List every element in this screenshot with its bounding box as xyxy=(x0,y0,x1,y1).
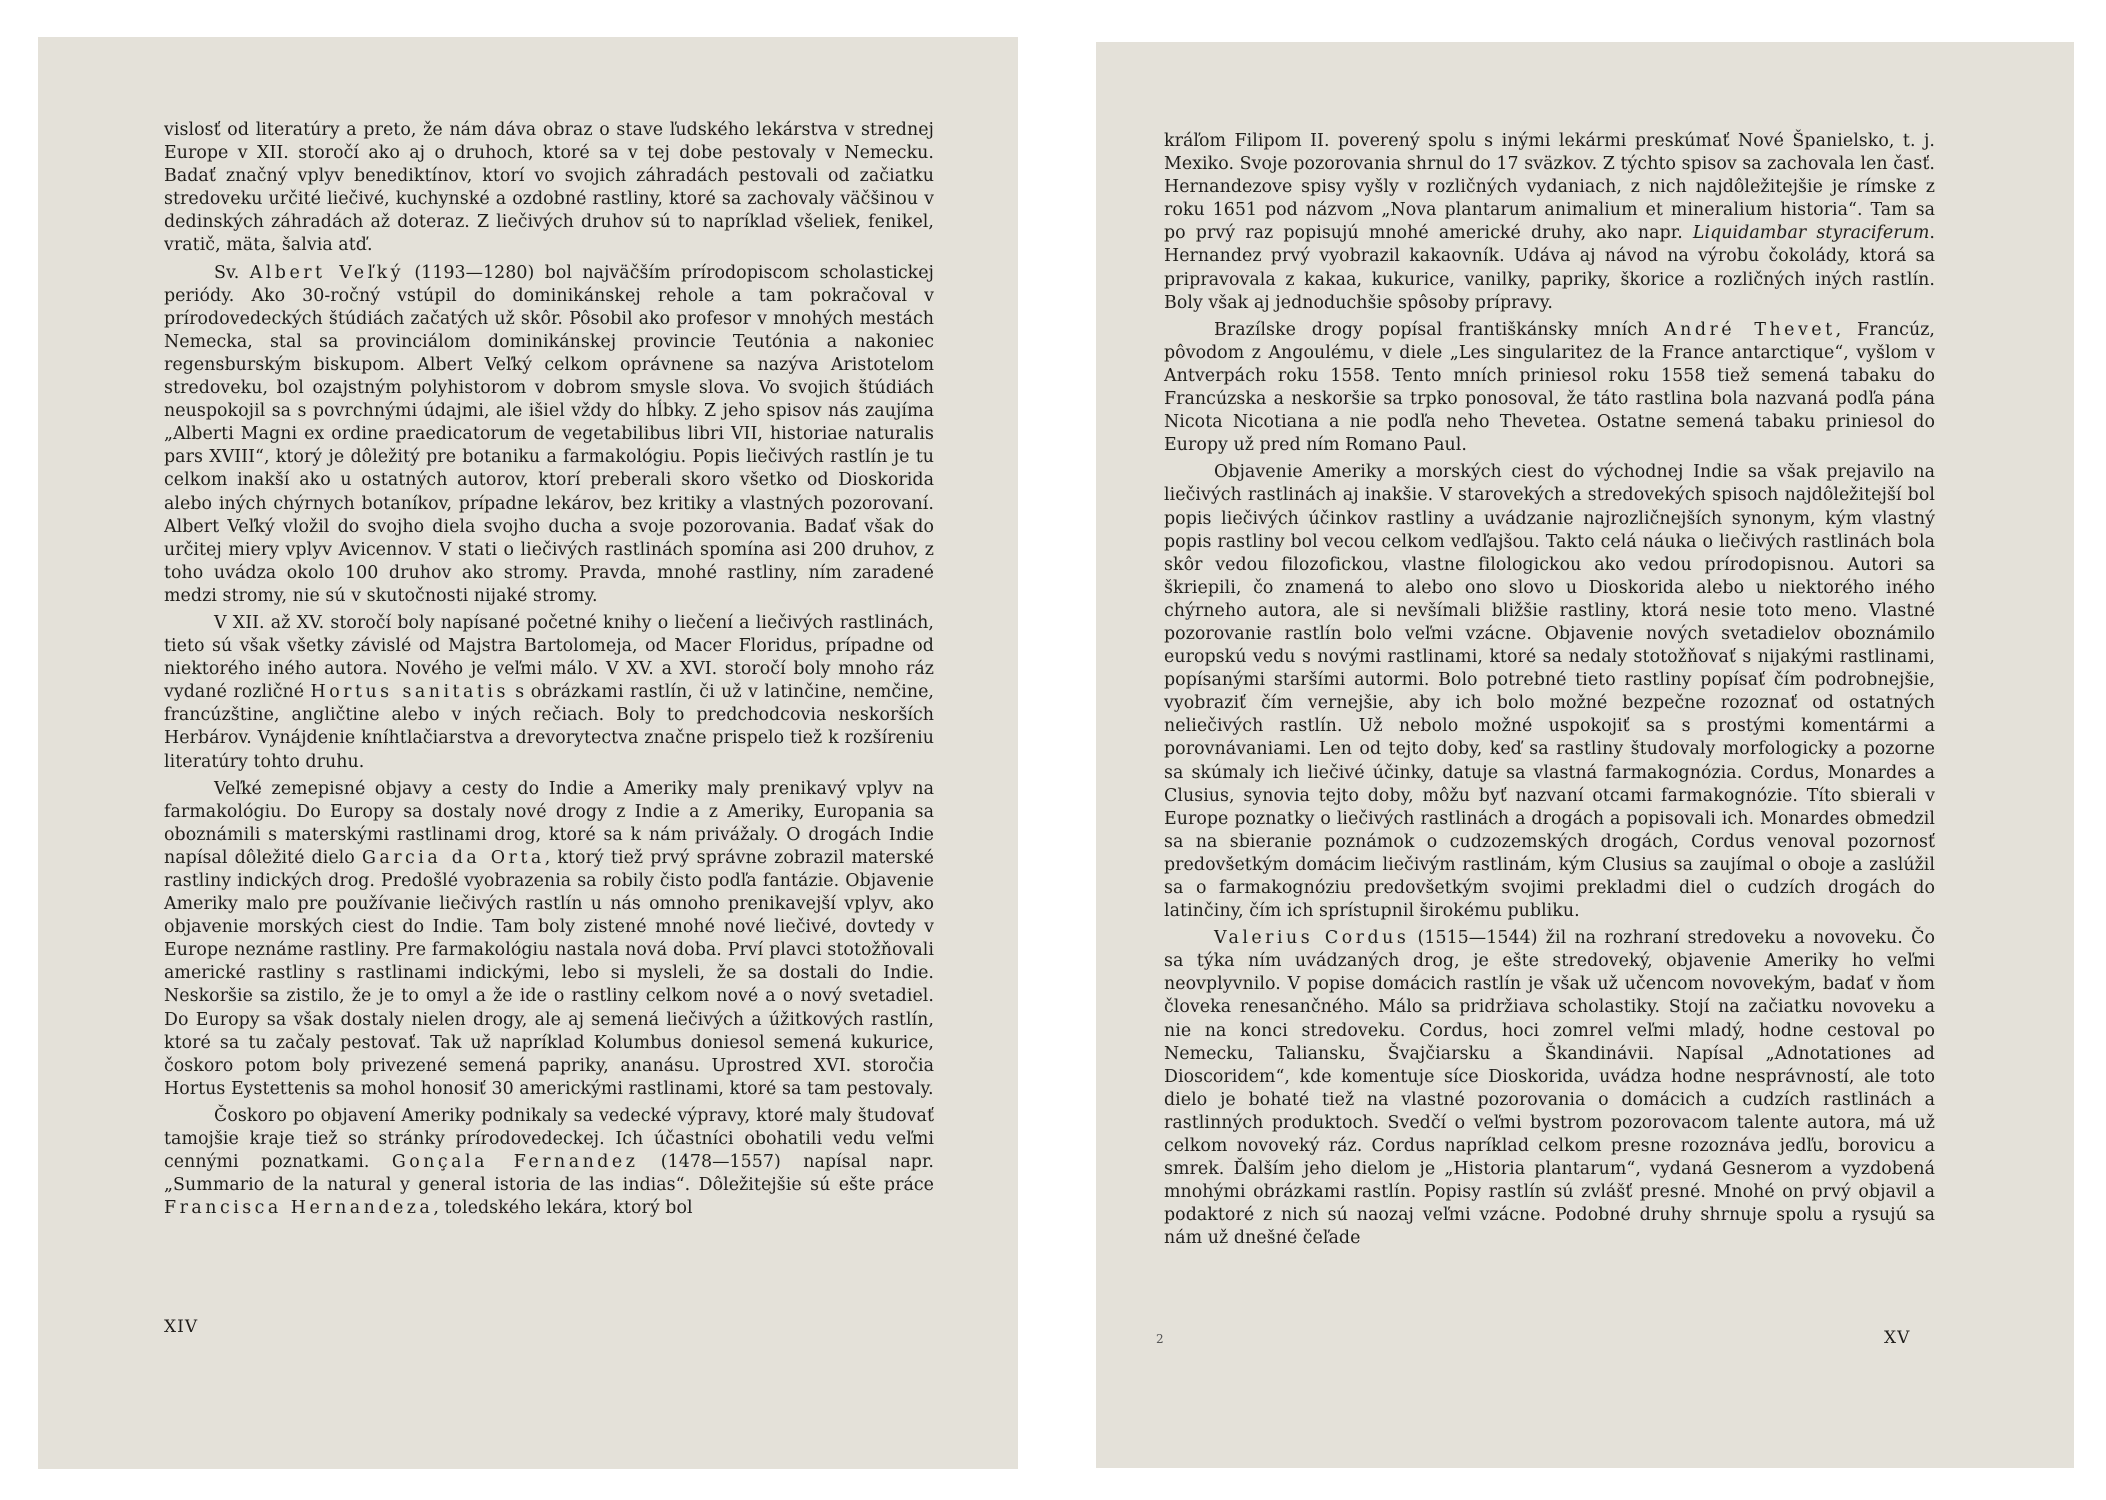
person-name: Garcia da Orta xyxy=(361,847,545,868)
page-number: XIV xyxy=(164,1317,199,1337)
paragraph: Valerius Cordus (1515—1544) žil na rozhraní stredoveku a novoveku. Čo sa týka ním uvádzaných drog, je ešte stredoveký, objavenie Ameriky ho veľmi neovplyvnilo. V popise domácich rastlín je však už učencom novovekým, badať v ňom človeka renesančného. Málo sa pridržiava scholastiky. Stojí na začiatku novoveku a nie na konci stredoveku. Cordus, hoci zomrel veľmi mladý, hodne cestoval po Nemecku, Taliansku, Švajčiarsku a Škandinávii. Napísal „Adnotationes ad Dioscoridem“, kde komentuje síce Dioskorida, uvádza hodne nesprávností, ale toto dielo je bohaté tiež na vlastné pozorovania o domácich a cudzích rastlinách a rastlinných produktoch. Svedčí o veľmi bystrom pozorovacom talente autora, má už celkom novoveký ráz. Cordus napríklad celkom presne rozoznáva jedľu, borovicu a smrek. Ďalším jeho dielom je „Historia plantarum“, vydaná Gesnerom a vyzdobená mnohými obrázkami rastlín. Popisy rastlín sú zvlášť presné. Mnohé on prvý objavil a podaktoré z nich sú naozaj veľmi vzácne. Podobné druhy shrnuje spolu a rysujú sa nám už dnešné čeľade xyxy=(1164,928,1936,1249)
paragraph: Sv. Albert Veľký (1193—1280) bol najväčším prírodopiscom scholastickej periódy. Ako 30-ročný vstúpil do dominikánskej rehole a tam pokračoval v prírodovedeckých štúdiách začatých už skôr. Pôsobil ako profesor v mnohých mestách Nemecka, stal sa provinciálom dominikánskej provincie Teutónia a nakoniec regensburským biskupom. Albert Veľký celkom oprávnene sa nazýva Aristotelom stredoveku, bol ozajstným polyhistorom v dobrom smysle slova. Vo svojich štúdiách neuspokojil sa s povrchnými údajmi, ale išiel vždy do hĺbky. Z jeho spisov nás zaujíma „Alberti Magni ex ordine praedicatorum de vegetabilibus libri VII, historiae naturalis pars XVIII“, ktorý je dôležitý pre botaniku a farmakológiu. Popis liečivých rastlín je tu celkom inakší ako u ostatných autorov, ktorí preberali skoro všetko od Dioskorida alebo iných chýrnych botaníkov, prípadne lekárov, bez kritiky a vlastných pozorovaní. Albert Veľký vložil do svojho diela svojho ducha a svoje pozorovania. Badať však do určitej miery vplyv Avicennov. V stati o liečivých rastlinách spomína asi 200 druhov, z toho uvádza okolo 100 druhov ako stromy. Pravda, mnohé rastliny, ním zaradené medzi stromy, nie sú v skutočnosti nijaké stromy. xyxy=(164,262,935,606)
right-page-text xyxy=(1164,130,1935,1255)
paragraph: V XII. až XV. storočí boly napísané početné knihy o liečení a liečivých rastlinách, tieto sú však všetky závislé od Majstra Bartolomeja, od Macer Floridus, prípadne od niektorého iného autora. Nového je veľmi málo. V XV. a XVI. storočí boly mnoho ráz vydané rozličné Hortus sanitatis s obrázkami rastlín, či už v latinčine, nemčine, francúzštine, angličtine alebo v iných rečiach. Boly to predchodcovia neskorších Herbárov. Vynájdenie kníhtlačiarstva a drevorytectva značne prispelo tiež k rozšíreniu literatúry tohto druhu. xyxy=(164,612,934,772)
page-number: XV xyxy=(1884,1328,1911,1348)
person-name: André Thevet xyxy=(1664,319,1836,340)
paragraph: kráľom Filipom II. poverený spolu s inými lekármi preskúmať Nové Španielsko, t. j. Mexiko. Svoje pozorovania shrnul do 17 sväzkov. Z týchto spisov sa zachovala len časť. Hernandezove spisy vyšly v rozličných vydaniach, z nich najdôležitejšie je rímske z roku 1651 pod názvom „Nova plantarum animalium et mineralium historia“. Tam sa po prvý raz popisujú mnohé americké druhy, ako napr. Liquidambar styraciferum. Hernandez prvý vyobrazil kakaovník. Udáva aj návod na výrobu čokolády, ktorá sa pripravovala z kakaa, kukurice, vanilky, papriky, škorice a rozličných iných rastlín. Boly však aj jednoduchšie spôsoby prípravy. xyxy=(1164,131,1935,313)
paragraph: Brazílske drogy popísal františkánsky mních André Thevet, Francúz, pôvodom z Angoulému, v diele „Les singularitez de la France antarctique“, vyšlom v Antverpách roku 1558. Tento mních priniesol roku 1558 tiež semená tabaku do Francúzska a neskoršie sa trpko ponosoval, že táto rastlina bola nazvaná podľa pána Nicota Nicotiana a nie podľa neho Thevetea. Ostatne semená tabaku priniesol do Europy už pred ním Romano Paul. xyxy=(1164,319,1935,456)
paragraph: Čoskoro po objavení Ameriky podnikaly sa vedecké výpravy, ktoré maly študovať tamojšie kraje tiež so stránky prírodovedeckej. Ich účastníci obohatili vedu veľmi cennými poznatkami. Gonçala Fernandez (1478—1557) napísal napr. „Summario de la natural y general istoria de las indias“. Dôležitejšie sú ešte práce Francisca Hernandeza, toledského lekára, ktorý bol xyxy=(164,1105,934,1219)
person-name: Albert Veľký xyxy=(249,262,404,283)
paragraph: Objavenie Ameriky a morských ciest do východnej Indie sa však prejavilo na liečivých rastlinách aj inakšie. V starovekých a stredovekých spisoch najdôležitejší bol popis liečivých účinkov rastliny a uvádzanie najrozličnejších synonym, kým vlastný popis rastliny bol vecou celkom vedľajšou. Takto celá náuka o liečivých rastlinách bola skôr vedou filozofickou, vlastne filologickou ako vedou prírodopisnou. Autori sa škriepili, čo znamená to alebo ono slovo u Dioskorida alebo u niektorého iného chýrneho autora, ale si nevšímali bližšie rastliny, ktorá nesie toto meno. Vlastné pozorovanie rastlín bolo veľmi vzácne. Objavenie nových svetadielov oboznámilo europskú vedu s novými rastlinami, ktoré sa nedaly stotožňovať s nijakými rastlinami, popísanými staršími autormi. Bolo potrebné tieto rastliny popísať čím podrobnejšie, vyobraziť čím vernejšie, aby ich bolo možné bezpečne rozoznať od ostatných neliečivých rastlín. Už nebolo možné uspokojiť sa s prostými komentármi a porovnávaniami. Len od tejto doby, keď sa rastliny študovaly morfologicky a pozorne sa skúmaly ich liečivé účinky, datuje sa vlastná farmakognózia. Cordus, Monardes a Clusius, synovia tejto doby, môžu byť nazvaní otcami farmakognózie. Títo sbierali v Europe poznatky o liečivých rastlinách a drogách a popisovali ich. Monardes obmedzil sa na sbieranie poznámok o cudzozemských drogách, Cordus venoval pozornosť predovšetkým domácim liečivým rastlinám, kým Clusius sa zaujímal o oboje a zaslúžil sa o farmakognóziu predovšetkým svojimi prekladmi diel o cudzích drogách do latinčiny, čím ich sprístupnil širokému publiku. xyxy=(1164,462,1935,922)
left-page xyxy=(38,37,1018,1469)
right-page xyxy=(1096,42,2074,1468)
person-name: Francisca Hernandeza xyxy=(164,1198,434,1219)
book-title: Hortus sanitatis xyxy=(310,682,509,703)
left-page-text xyxy=(164,119,934,1224)
paragraph: vislosť od literatúry a preto, že nám dáva obraz o stave ľudského lekárstva v strednej Europe v XII. storočí ako aj o druhoch, ktoré sa v tej dobe pestovaly v Nemecku. Badať značný vplyv benediktínov, ktorí vo svojich záhradách pestovali od začiatku stredoveku určité liečivé, kuchynské a ozdobné rastliny, ktoré sa zachovaly väčšinou v dedinských záhradách až doteraz. Z liečivých druhov sú to napríklad všeliek, fenikel, vratič, mäta, šalvia atď. xyxy=(164,120,934,256)
person-name: Gonçala Fernandez xyxy=(391,1152,639,1173)
person-name: Valerius Cordus xyxy=(1214,928,1410,949)
paragraph: Veľké zemepisné objavy a cesty do Indie a Ameriky maly prenikavý vplyv na farmakológiu. Do Europy sa dostaly nové drogy z Indie a z Ameriky, Europania sa oboznámili s materskými rastlinami drog, ktoré sa k nám privážaly. O drogách Indie napísal dôležité dielo Garcia da Orta, ktorý tiež prvý správne zobrazil materské rastliny indických drog. Predošlé vyobrazenia sa robily čisto podľa fantázie. Objavenie Ameriky malo pre používanie liečivých rastlín u nás omnoho prenikavejší vplyv, ako objavenie morských ciest do Indie. Tam boly zistené mnohé nové liečivé, dovtedy v Europe neznáme rastliny. Pre farmakológiu nastala nová doba. Prví plavci stotožňovali americké rastliny s rastlinami indickými, lebo si mysleli, že sa dostali do Indie. Neskoršie sa zistilo, že je to omyl a že ide o rastliny celkom nové a o nový svetadiel. Do Europy sa však dostaly nielen drogy, ale aj semená liečivých a úžitkových rastlín, ktoré sa tu začaly pestovať. Tak už napríklad Kolumbus doniesol semená kukurice, čoskoro potom boly privezené semená papriky, ananásu. Uprostred XVI. storočia Hortus Eystettenis sa mohol honosiť 30 americkými rastlinami, ktoré sa tam pestovaly. xyxy=(164,778,934,1099)
corner-mark: 2 xyxy=(1156,1332,1164,1346)
species-name: Liquidambar styraciferum xyxy=(1692,223,1930,244)
